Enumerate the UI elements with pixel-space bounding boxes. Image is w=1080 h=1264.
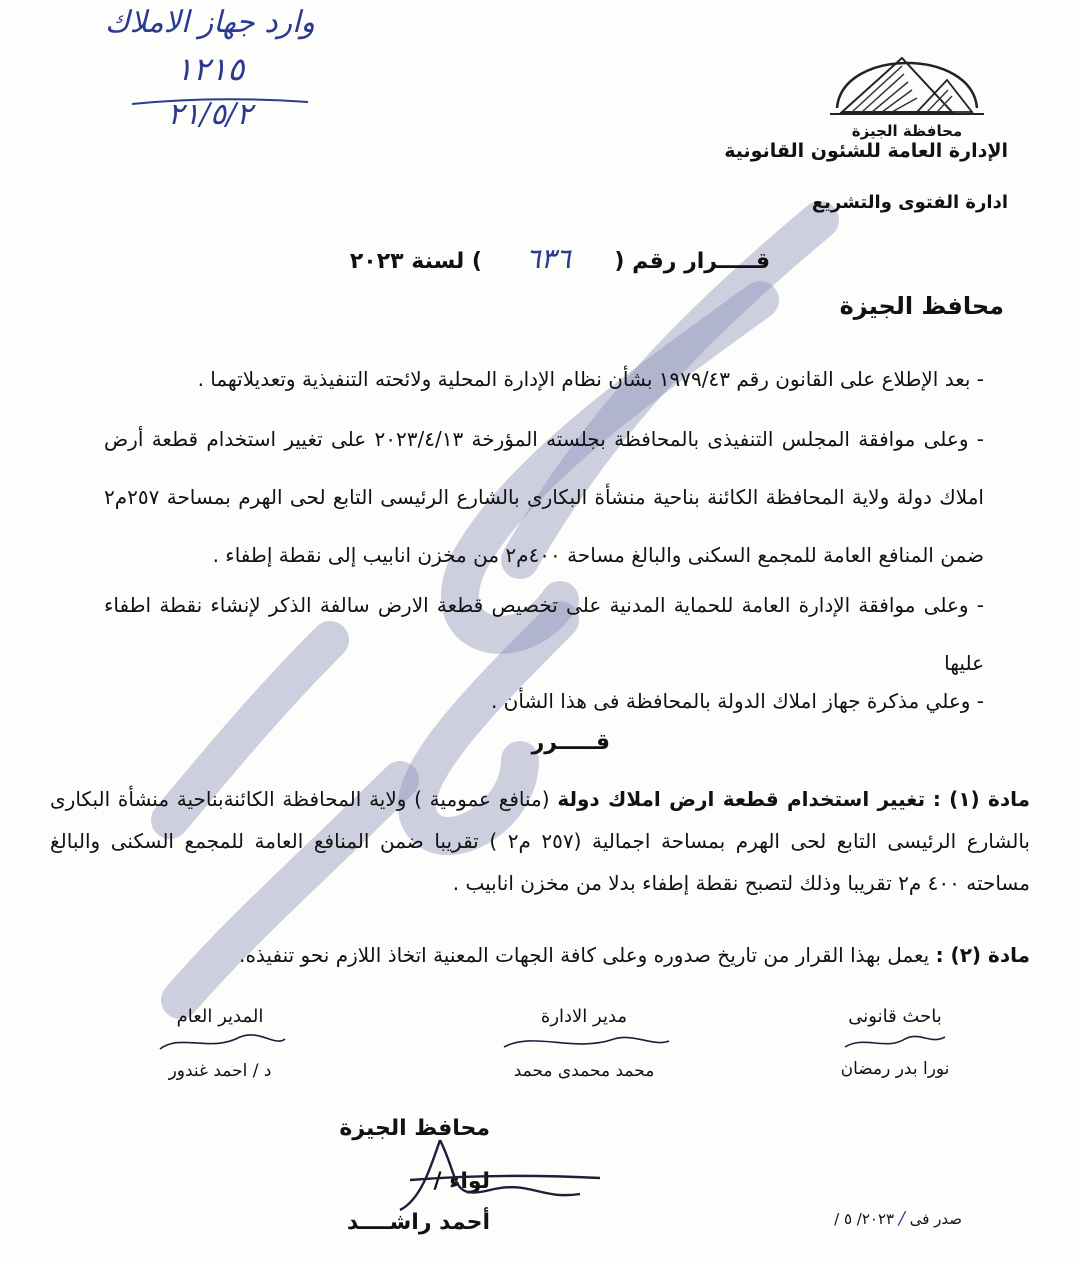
article-2-label: مادة (٢) : [935,943,1030,967]
researcher-name: نورا بدر رمضان [840,1059,950,1079]
article-1-bold-text: تغيير استخدام قطعة ارض املاك دولة [557,787,926,811]
signature-general-manager [130,1006,310,1081]
decree-number: ٦٣٦ [525,242,571,275]
pyramids-logo-icon [822,28,992,120]
article-1-text: (منافع عمومية ) ولاية المحافظة الكائنةبناحية منشأة البكارى بالشارع الرئيسى التابع لحى الهرم بمساحة اجمالية (٢٥٧ م٢ ) تقريبا ضمن المنافع العامة للمجمع السكنى والبالغ مساحته ٤٠٠ م٢ تقريبا وذلك لتصبح نقطة إطفاء بدلا من مخزن انابيب . [50,787,1030,895]
manager-name: محمد محمدى محمد [513,1061,655,1081]
preamble-item-2: - وعلى موافقة المجلس التنفيذى بالمحافظة بجلسته المؤرخة ٢٠٢٣/٤/١٣ على تغيير استخدام قطعة أرض املاك دولة ولاية المحافظة الكائنة بناحية منشأة البكارى بالشارع الرئيسى التابع لحى الهرم بمساحة ٢٥٧م٢ ضمن المنافع العامة للمجمع السكنى والبالغ مساحة ٤٠٠م٢ من مخزن انابيب إلى نقطة إطفاء . [104,427,984,567]
handwritten-note [60,0,360,138]
preamble-item-3: - وعلى موافقة الإدارة العامة للحماية المدنية على تخصيص قطعة الارض سالفة الذكر لإنشاء نقطة اطفاء عليها [104,593,984,675]
issued-date-value: ٢٠٢٣/ ٥ / [834,1210,895,1228]
governor-rank: لواء / [433,1169,490,1194]
preamble-item-4: - وعلي مذكرة جهاز املاك الدولة بالمحافظة فى هذا الشأن . [490,689,984,713]
general-manager-signature-scribble [150,1027,290,1057]
issued-day-mark: / [898,1208,905,1229]
article-2 [50,934,1030,976]
handwritten-line-3: ٢١/٥/٢ [167,97,253,132]
decree-title-suffix: ) لسنة ٢٠٢٣ [349,249,482,274]
signature-researcher [810,1006,980,1079]
signature-manager [484,1006,684,1081]
general-manager-title: المدير العام [176,1006,264,1027]
governor-title: محافظ الجيزة [339,1116,490,1141]
department-name: الإدارة العامة للشئون القانونية [724,140,1008,162]
researcher-title: باحث قانونى [848,1006,942,1027]
governorate-logo [822,28,992,138]
logo-label: محافظة الجيزة [851,122,963,140]
governor-name: أحمد راشــــد [346,1210,490,1235]
handwritten-line-2: ١٢١٥ [175,50,245,88]
handwritten-underline [130,96,310,108]
handwritten-line-1: وارد جهاز الاملاك [105,5,315,40]
preamble-item-1: - بعد الإطلاع على القانون رقم ١٩٧٩/٤٣ بشأن نظام الإدارة المحلية ولائحته التنفيذية وتعديلاتهما . [197,367,984,391]
issued-date [834,1208,962,1229]
general-manager-name: د / احمد غندور [168,1061,272,1081]
article-1-label: مادة (١) : [932,787,1030,811]
article-1 [50,778,1030,904]
sub-department-name: ادارة الفتوى والتشريع [811,192,1008,213]
researcher-signature-scribble [835,1027,955,1055]
manager-signature-scribble [494,1027,674,1057]
governor-signature-scribble [380,1130,610,1220]
decree-title [350,242,770,275]
issuer-heading: محافظ الجيزة [839,292,1004,320]
manager-title: مدير الادارة [540,1006,628,1027]
decided-heading: قـــــرر [531,730,610,755]
issued-label: صدر فى [909,1210,962,1228]
decree-title-prefix: قـــــرار رقم ( [614,249,770,274]
article-2-text: يعمل بهذا القرار من تاريخ صدوره وعلى كافة الجهات المعنية اتخاذ اللازم نحو تنفيذه. [239,943,930,967]
